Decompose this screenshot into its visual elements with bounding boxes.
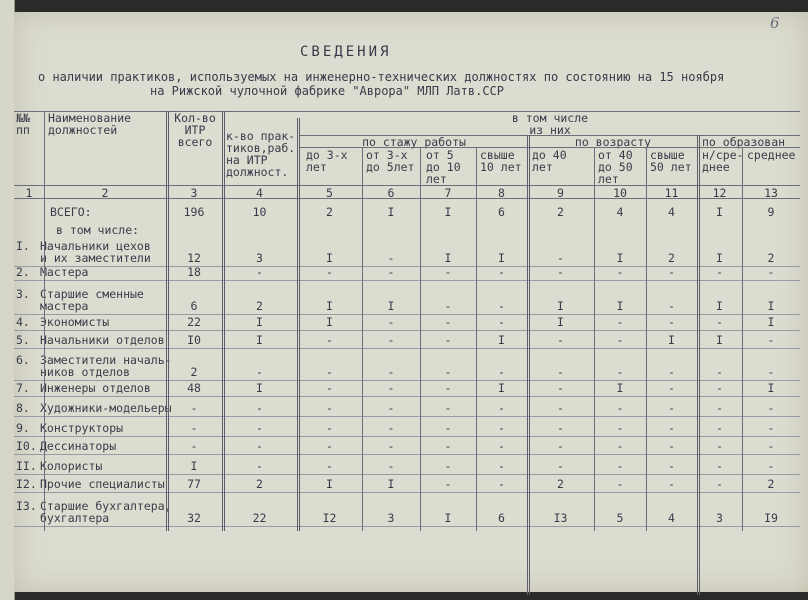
row-12-col-8: - bbox=[498, 477, 505, 491]
col-head-12: н/сре- днее bbox=[702, 148, 744, 174]
row-4-col-9: I bbox=[557, 315, 564, 329]
row-12-col-7: - bbox=[444, 477, 452, 491]
row-1-col-11: 2 bbox=[668, 251, 675, 265]
row-number: 2. bbox=[16, 265, 30, 279]
row-7-col-10: I bbox=[616, 381, 624, 395]
row-4-col-7: - bbox=[444, 315, 452, 329]
row-6-col-11: - bbox=[668, 365, 675, 379]
row-1-col-13: 2 bbox=[767, 251, 775, 265]
row-5-col-3: I0 bbox=[187, 333, 201, 347]
row-number: I2. bbox=[16, 477, 37, 491]
rule-top bbox=[14, 111, 800, 112]
row-5-col-6: - bbox=[387, 333, 395, 347]
col-head-7: от 5 до 10 лет bbox=[426, 148, 461, 186]
vrule-total bbox=[222, 111, 225, 531]
row-12-col-4: 2 bbox=[256, 477, 263, 491]
row-2-col-10: - bbox=[616, 265, 624, 279]
row-8-col-10: - bbox=[616, 401, 624, 415]
row-9-col-3: - bbox=[190, 421, 198, 435]
header-by-age: по возрасту bbox=[574, 135, 652, 149]
row-position-name: Мастера bbox=[40, 265, 89, 279]
row-position-name: Колористы bbox=[40, 459, 103, 473]
row-12-col-6: I bbox=[387, 477, 395, 491]
row-10-col-9: - bbox=[557, 439, 564, 453]
row-4-col-10: - bbox=[616, 315, 624, 329]
row-5-col-12: I bbox=[716, 333, 723, 347]
row-rule bbox=[14, 526, 800, 527]
row-position-name: Начальники отделов bbox=[40, 333, 165, 347]
row-position-name: Художники-модельеры bbox=[40, 401, 172, 415]
vrule-practicians bbox=[297, 118, 300, 531]
row-5-col-13: - bbox=[767, 333, 775, 347]
vrule-c10 bbox=[594, 147, 595, 531]
row-position-name: Старшие бухгалтера, бухгалтера bbox=[40, 499, 172, 525]
vrule-name bbox=[166, 111, 169, 531]
row-5-col-11: I bbox=[668, 333, 675, 347]
row-2-col-12: - bbox=[716, 265, 723, 279]
row-11-col-3: I bbox=[190, 459, 198, 473]
row-9-col-5: - bbox=[326, 421, 333, 435]
col-number-5: 5 bbox=[326, 186, 333, 200]
row-rule bbox=[14, 474, 800, 475]
vrule-age bbox=[527, 135, 530, 595]
row-3-col-3: 6 bbox=[190, 299, 198, 313]
row-8-col-5: - bbox=[326, 401, 333, 415]
row-11-col-7: - bbox=[444, 459, 452, 473]
row-6-col-8: - bbox=[498, 365, 505, 379]
row-9-col-4: - bbox=[256, 421, 263, 435]
row-3-col-8: - bbox=[498, 299, 505, 313]
row-4-col-6: - bbox=[387, 315, 395, 329]
row-2-col-11: - bbox=[668, 265, 675, 279]
row-position-name: Старшие сменные мастера bbox=[40, 287, 144, 313]
row-9-col-7: - bbox=[444, 421, 452, 435]
row-8-col-13: - bbox=[767, 401, 775, 415]
row-number: 7. bbox=[16, 381, 30, 395]
row-13-col-13: I9 bbox=[764, 511, 778, 525]
row-6-col-10: - bbox=[616, 365, 624, 379]
row-12-col-3: 77 bbox=[187, 477, 201, 491]
row-4-col-3: 22 bbox=[187, 315, 201, 329]
row-1-col-4: 3 bbox=[256, 251, 263, 265]
header-by-experience: по стажу работы bbox=[362, 135, 466, 149]
total-col-3: 196 bbox=[183, 205, 205, 219]
row-13-col-6: 3 bbox=[387, 511, 395, 525]
row-3-col-12: I bbox=[716, 299, 723, 313]
row-6-col-12: - bbox=[716, 365, 723, 379]
row-11-col-8: - bbox=[498, 459, 505, 473]
row-3-col-13: I bbox=[767, 299, 775, 313]
row-rule bbox=[14, 330, 800, 331]
col-head-5: до 3-х лет bbox=[306, 148, 348, 174]
adjacent-page-edge bbox=[0, 0, 15, 600]
row-12-col-11: - bbox=[668, 477, 675, 491]
total-label: ВСЕГО: bbox=[50, 205, 92, 219]
row-number: 4. bbox=[16, 315, 30, 329]
row-2-col-13: - bbox=[767, 265, 775, 279]
subtitle-line-2: на Рижской чулочной фабрике "Аврора" МЛП Латв.ССР bbox=[150, 84, 505, 98]
col-head-6: от 3-х до 5лет bbox=[366, 148, 415, 174]
total-col-7: I bbox=[444, 205, 452, 219]
row-13-col-10: 5 bbox=[616, 511, 624, 525]
vrule-c6 bbox=[362, 147, 363, 531]
header-name: Наименование должностей bbox=[48, 111, 132, 137]
row-rule bbox=[14, 436, 800, 437]
col-head-10: от 40 до 50 лет bbox=[598, 148, 633, 186]
row-4-col-4: I bbox=[256, 315, 263, 329]
row-6-col-3: 2 bbox=[190, 365, 198, 379]
row-11-col-11: - bbox=[668, 459, 675, 473]
row-10-col-3: - bbox=[190, 439, 198, 453]
row-number: 8. bbox=[16, 401, 30, 415]
row-5-col-8: I bbox=[498, 333, 505, 347]
header-by-education: по образован bbox=[702, 135, 786, 149]
row-number: 9. bbox=[16, 421, 30, 435]
vrule-c7 bbox=[420, 147, 421, 531]
row-5-col-4: I bbox=[256, 333, 263, 347]
row-10-col-4: - bbox=[256, 439, 263, 453]
row-3-col-7: - bbox=[444, 299, 452, 313]
row-13-col-5: I2 bbox=[322, 511, 337, 525]
row-rule bbox=[14, 348, 800, 349]
rule-col-numbers bbox=[14, 198, 800, 199]
row-12-col-13: 2 bbox=[767, 477, 775, 491]
row-5-col-10: - bbox=[616, 333, 624, 347]
row-rule bbox=[14, 454, 800, 455]
vrule-c13 bbox=[742, 147, 743, 531]
row-8-col-3: - bbox=[190, 401, 198, 415]
row-number: 5. bbox=[16, 333, 30, 347]
row-number: 6. bbox=[16, 353, 30, 367]
col-head-11: свыше 50 лет bbox=[650, 148, 692, 174]
row-2-col-7: - bbox=[444, 265, 452, 279]
row-2-col-6: - bbox=[387, 265, 395, 279]
row-10-col-10: - bbox=[616, 439, 624, 453]
col-number-12: 12 bbox=[712, 186, 727, 200]
row-number: II. bbox=[16, 459, 37, 473]
row-number: I3. bbox=[16, 499, 37, 513]
row-7-col-7: - bbox=[444, 381, 452, 395]
row-10-col-8: - bbox=[498, 439, 505, 453]
row-6-col-13: - bbox=[767, 365, 775, 379]
col-number-4: 4 bbox=[256, 186, 263, 200]
row-6-col-5: - bbox=[326, 365, 333, 379]
rule-header-bottom bbox=[14, 185, 800, 186]
row-8-col-7: - bbox=[444, 401, 452, 415]
row-4-col-5: I bbox=[326, 315, 333, 329]
row-2-col-5: - bbox=[326, 265, 333, 279]
row-3-col-6: I bbox=[387, 299, 395, 313]
row-10-col-12: - bbox=[716, 439, 723, 453]
row-8-col-9: - bbox=[557, 401, 564, 415]
row-6-col-7: - bbox=[444, 365, 452, 379]
row-4-col-13: I bbox=[767, 315, 775, 329]
row-3-col-10: I bbox=[616, 299, 624, 313]
row-1-col-8: I bbox=[498, 251, 505, 265]
row-8-col-4: - bbox=[256, 401, 263, 415]
row-rule bbox=[14, 396, 800, 397]
row-12-col-12: - bbox=[716, 477, 723, 491]
row-9-col-8: - bbox=[498, 421, 505, 435]
row-11-col-4: - bbox=[256, 459, 263, 473]
row-1-col-9: - bbox=[557, 251, 564, 265]
total-col-12: I bbox=[716, 205, 723, 219]
row-6-col-4: - bbox=[256, 365, 263, 379]
rule-in-total bbox=[300, 135, 800, 136]
row-6-col-6: - bbox=[387, 365, 395, 379]
row-7-col-13: I bbox=[767, 381, 775, 395]
row-rule bbox=[14, 314, 800, 315]
row-position-name: Дессинаторы bbox=[40, 439, 117, 453]
row-9-col-11: - bbox=[668, 421, 675, 435]
row-position-name: Начальники цехов и их заместители bbox=[40, 239, 151, 265]
col-number-9: 9 bbox=[557, 186, 564, 200]
col-head-8: свыше 10 лет bbox=[480, 148, 522, 174]
row-13-col-7: I bbox=[444, 511, 452, 525]
col-number-6: 6 bbox=[387, 186, 395, 200]
row-5-col-7: - bbox=[444, 333, 452, 347]
vrule-c8 bbox=[476, 147, 477, 531]
row-2-col-3: 18 bbox=[187, 265, 201, 279]
row-11-col-6: - bbox=[387, 459, 395, 473]
page-number: 6 bbox=[770, 14, 780, 32]
row-13-col-8: 6 bbox=[498, 511, 505, 525]
row-6-col-9: - bbox=[557, 365, 564, 379]
row-position-name: Экономисты bbox=[40, 315, 110, 329]
row-1-col-6: - bbox=[387, 251, 395, 265]
row-1-col-10: I bbox=[616, 251, 624, 265]
header-total: Кол-во ИТР всего bbox=[174, 111, 216, 149]
row-9-col-6: - bbox=[387, 421, 395, 435]
row-position-name: Заместители началь- ников отделов bbox=[40, 353, 172, 379]
total-col-13: 9 bbox=[767, 205, 775, 219]
total-col-4: 10 bbox=[252, 205, 267, 219]
row-7-col-5: - bbox=[326, 381, 333, 395]
row-1-col-3: 12 bbox=[187, 251, 201, 265]
row-8-col-6: - bbox=[387, 401, 395, 415]
vrule-education bbox=[697, 135, 700, 595]
row-3-col-4: 2 bbox=[256, 299, 263, 313]
row-number: I0. bbox=[16, 439, 37, 453]
row-11-col-5: - bbox=[326, 459, 333, 473]
row-13-col-12: 3 bbox=[716, 511, 723, 525]
row-position-name: Прочие специалисты bbox=[40, 477, 165, 491]
col-head-13: среднее bbox=[747, 148, 796, 162]
row-5-col-5: - bbox=[326, 333, 333, 347]
row-13-col-11: 4 bbox=[668, 511, 675, 525]
header-num: №№ пп bbox=[16, 111, 30, 137]
row-13-col-3: 32 bbox=[187, 511, 201, 525]
row-11-col-12: - bbox=[716, 459, 723, 473]
total-col-11: 4 bbox=[668, 205, 675, 219]
row-10-col-6: - bbox=[387, 439, 395, 453]
row-7-col-11: - bbox=[668, 381, 675, 395]
row-11-col-9: - bbox=[557, 459, 564, 473]
row-7-col-8: I bbox=[498, 381, 505, 395]
row-3-col-5: I bbox=[326, 299, 333, 313]
row-10-col-11: - bbox=[668, 439, 675, 453]
row-13-col-9: I3 bbox=[553, 511, 568, 525]
row-8-col-12: - bbox=[716, 401, 723, 415]
total-col-8: 6 bbox=[498, 205, 505, 219]
total-col-5: 2 bbox=[326, 205, 333, 219]
row-4-col-8: - bbox=[498, 315, 505, 329]
row-13-col-4: 22 bbox=[252, 511, 267, 525]
row-4-col-11: - bbox=[668, 315, 675, 329]
row-number: 3. bbox=[16, 287, 30, 301]
row-11-col-13: - bbox=[767, 459, 775, 473]
header-in-total: в том числе из них bbox=[511, 111, 589, 137]
row-position-name: Инженеры отделов bbox=[40, 381, 151, 395]
row-9-col-9: - bbox=[557, 421, 564, 435]
row-number: I. bbox=[16, 239, 30, 253]
in-that-number-label: в том числе: bbox=[56, 223, 140, 237]
rule-groups bbox=[300, 147, 800, 148]
row-10-col-7: - bbox=[444, 439, 452, 453]
total-col-10: 4 bbox=[616, 205, 624, 219]
col-number-3: 3 bbox=[190, 186, 198, 200]
row-10-col-5: - bbox=[326, 439, 333, 453]
total-col-6: I bbox=[387, 205, 395, 219]
row-8-col-11: - bbox=[668, 401, 675, 415]
subtitle-line-1: о наличии практиков, используемых на инженерно-технических должностях по состоянию на 15 ноября bbox=[38, 70, 725, 84]
row-2-col-9: - bbox=[557, 265, 564, 279]
row-12-col-9: 2 bbox=[557, 477, 564, 491]
row-rule bbox=[14, 416, 800, 417]
header-practicians: к-во прак- тиков,раб. на ИТР должност. bbox=[226, 129, 296, 179]
row-7-col-12: - bbox=[716, 381, 723, 395]
row-9-col-12: - bbox=[716, 421, 723, 435]
col-number-2: 2 bbox=[101, 186, 109, 200]
row-7-col-4: I bbox=[256, 381, 263, 395]
row-9-col-13: - bbox=[767, 421, 775, 435]
row-1-col-7: I bbox=[444, 251, 452, 265]
row-rule bbox=[14, 492, 800, 493]
row-3-col-11: - bbox=[668, 299, 675, 313]
row-10-col-13: - bbox=[767, 439, 775, 453]
row-7-col-9: - bbox=[557, 381, 564, 395]
row-2-col-8: - bbox=[498, 265, 505, 279]
col-number-1: 1 bbox=[25, 186, 33, 200]
col-number-13: 13 bbox=[764, 186, 778, 200]
row-1-col-5: I bbox=[326, 251, 333, 265]
row-2-col-4: - bbox=[256, 265, 263, 279]
col-head-9: до 40 лет bbox=[532, 148, 567, 174]
total-col-9: 2 bbox=[557, 205, 564, 219]
row-7-col-3: 48 bbox=[187, 381, 201, 395]
row-rule bbox=[14, 280, 800, 281]
vrule-num bbox=[44, 111, 45, 531]
row-5-col-9: - bbox=[557, 333, 564, 347]
row-12-col-10: - bbox=[616, 477, 624, 491]
row-7-col-6: - bbox=[387, 381, 395, 395]
col-number-10: 10 bbox=[613, 186, 627, 200]
row-4-col-12: - bbox=[716, 315, 723, 329]
col-number-7: 7 bbox=[444, 186, 452, 200]
row-11-col-10: - bbox=[616, 459, 624, 473]
col-number-11: 11 bbox=[664, 186, 679, 200]
row-9-col-10: - bbox=[616, 421, 624, 435]
row-3-col-9: I bbox=[557, 299, 564, 313]
row-1-col-12: I bbox=[716, 251, 723, 265]
row-12-col-5: I bbox=[326, 477, 333, 491]
row-8-col-8: - bbox=[498, 401, 505, 415]
row-position-name: Конструкторы bbox=[40, 421, 124, 435]
vrule-c11 bbox=[646, 147, 647, 531]
document-title: СВЕДЕНИЯ bbox=[300, 44, 392, 60]
col-number-8: 8 bbox=[498, 186, 505, 200]
